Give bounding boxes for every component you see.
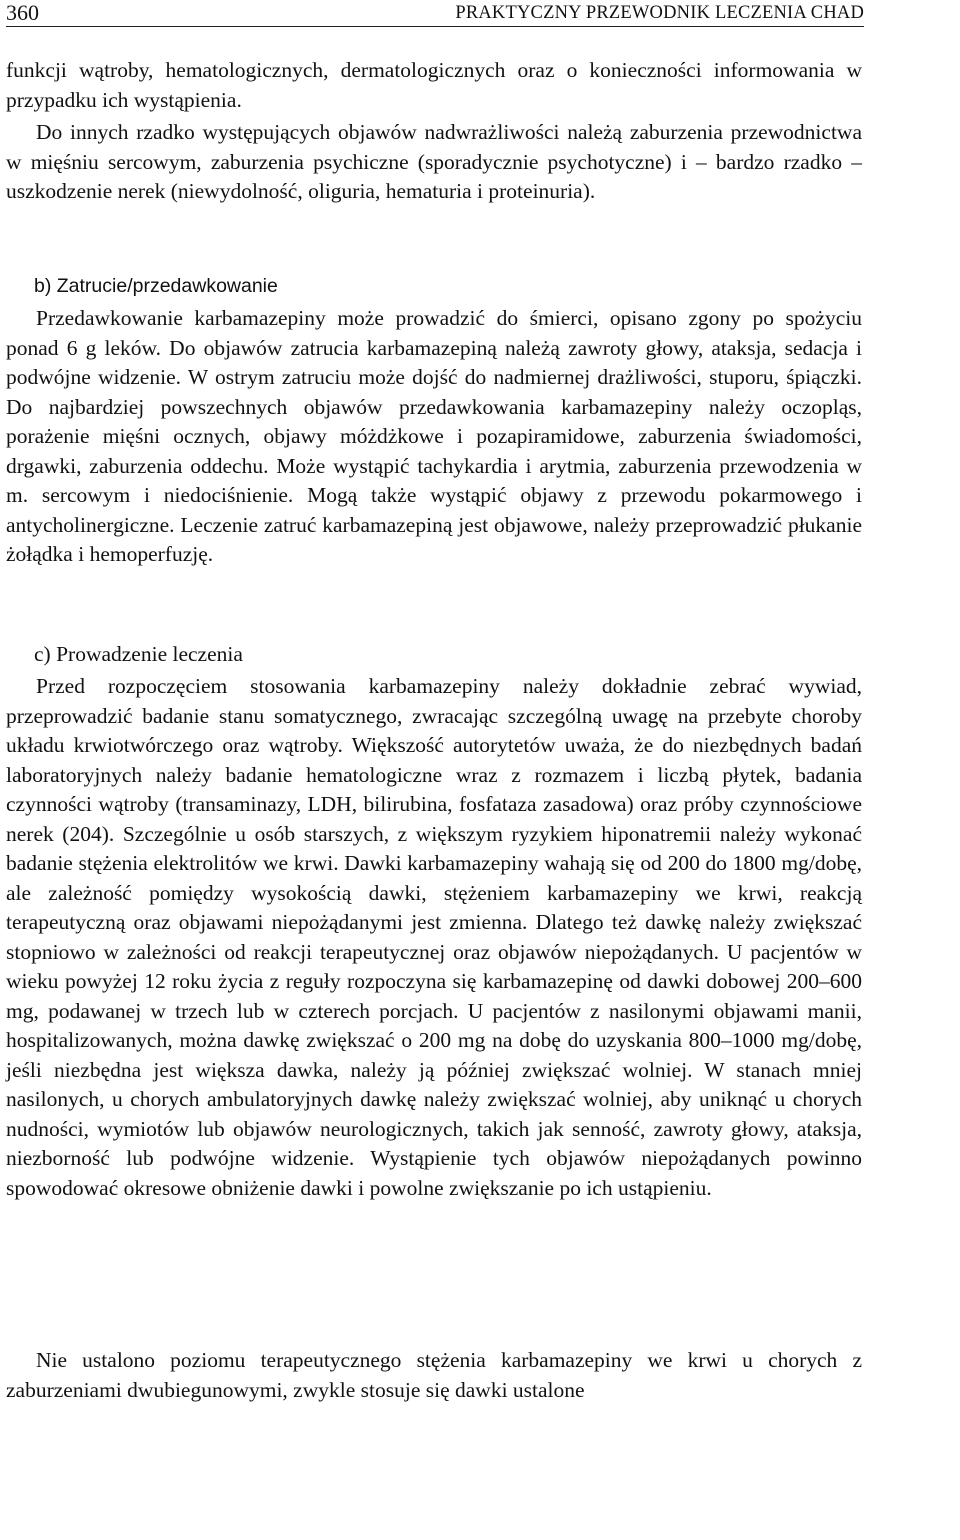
page-number: 360 [6, 0, 39, 25]
paragraph-overdose: Przedawkowanie karbamazepiny może prowadzić do śmierci, opisano zgony po spożyciu ponad 6 g leków. Do objawów zatrucia karbamazepiną należą zawroty głowy, ataksja, sedacja i podwójne widzenie. W ostrym zatruciu może dojść do nadmiernej drażliwości, stuporu, śpiączki. Do najbardziej powszechnych objawów przedawkowania karbamazepiny należy oczopląs, porażenie mięśni ocznych, objawy móżdżkowe i pozapiramidowe, zaburzenia świadomości, drgawki, zaburzenia oddechu. Może wystąpić tachykardia i arytmia, zaburzenia przewodzenia w m. sercowym i niedociśnienie. Mogą także wystąpić objawy z przewodu pokarmowego i antycholinergiczne. Leczenie zatruć karbamazepiną jest objawowe, należy przeprowadzić płukanie żołądka i hemoperfuzję. [6, 306, 862, 566]
paragraph-therapeutic-level: Nie ustalono poziomu terapeutycznego stężenia karbamazepiny we krwi u chorych z zaburzeniami dwubiegunowymi, zwykle stosuje się dawki ustalone [6, 1348, 862, 1402]
paragraph-treatment: Przed rozpoczęciem stosowania karbamazepiny należy dokładnie zebrać wywiad, przeprowadzić badanie stanu somatycznego, zwracając szczególną uwagę na przebyte choroby układu krwiotwórczego oraz wątroby. Większość autorytetów uważa, że do niezbędnych badań laboratoryjnych należy badanie hematologiczne wraz z rozmazem i liczbą płytek, badania czynności wątroby (transaminazy, LDH, bilirubina, fosfataza zasadowa) oraz próby czynnościowe nerek (204). Szczególnie u osób starszych, z większym ryzykiem hiponatremii należy wykonać badanie stężenia elektrolitów we krwi. Dawki karbamazepiny wahają się od 200 do 1800 mg/dobę, ale zależność pomiędzy wysokością dawki, stężeniem karbamazepiny we krwi, reakcją terapeutyczną oraz objawami niepożądanymi jest zmienna. Dlatego też dawkę należy zwiększać stopniowo w zależności od reakcji terapeutycznej oraz objawów niepożądanych. U pacjentów w wieku powyżej 12 roku życia z reguły rozpoczyna się karbamazepinę od dawki dobowej 200–600 mg, podawanej w trzech lub w czterech porcjach. U pacjentów z nasilonymi objawami manii, hospitalizowanych, można dawkę zwiększać o 200 mg na dobę do uzyskania 800–1000 mg/dobę, jeśli niezbędna jest większa dawka, należy ją później zwiększać wolniej. W stanach mniej nasilonych, u chorych ambulatoryjnych dawkę należy zwiększać wolniej, aby uniknąć u chorych nudności, wymiotów lub objawów neurologicznych, takich jak senność, zawroty głowy, ataksja, niezborność lub podwójne widzenie. Wystąpienie tych objawów niepożądanych powinno spowodować okresowe obniżenie dawki i powolne zwiększanie po ich ustąpieniu. [6, 674, 862, 1200]
section-heading-overdose: b) Zatrucie/przedawkowanie [34, 275, 278, 297]
running-title: PRAKTYCZNY PRZEWODNIK LECZENIA CHAD [455, 3, 864, 23]
running-header [6, 0, 864, 27]
paragraph-hypersensitivity: Do innych rzadko występujących objawów nadwrażliwości należą zaburzenia przewodnictwa w mięśniu sercowym, zaburzenia psychiczne (sporadycznie psychotyczne) i – bardzo rzadko – uszkodzenie nerek (niewydolność, oliguria, hematuria i proteinuria). [6, 120, 862, 203]
section-heading-treatment: c) Prowadzenie leczenia [34, 642, 243, 666]
paragraph-continued: funkcji wątroby, hematologicznych, dermatologicznych oraz o konieczności informowania w przypadku ich wystąpienia. [6, 58, 862, 112]
